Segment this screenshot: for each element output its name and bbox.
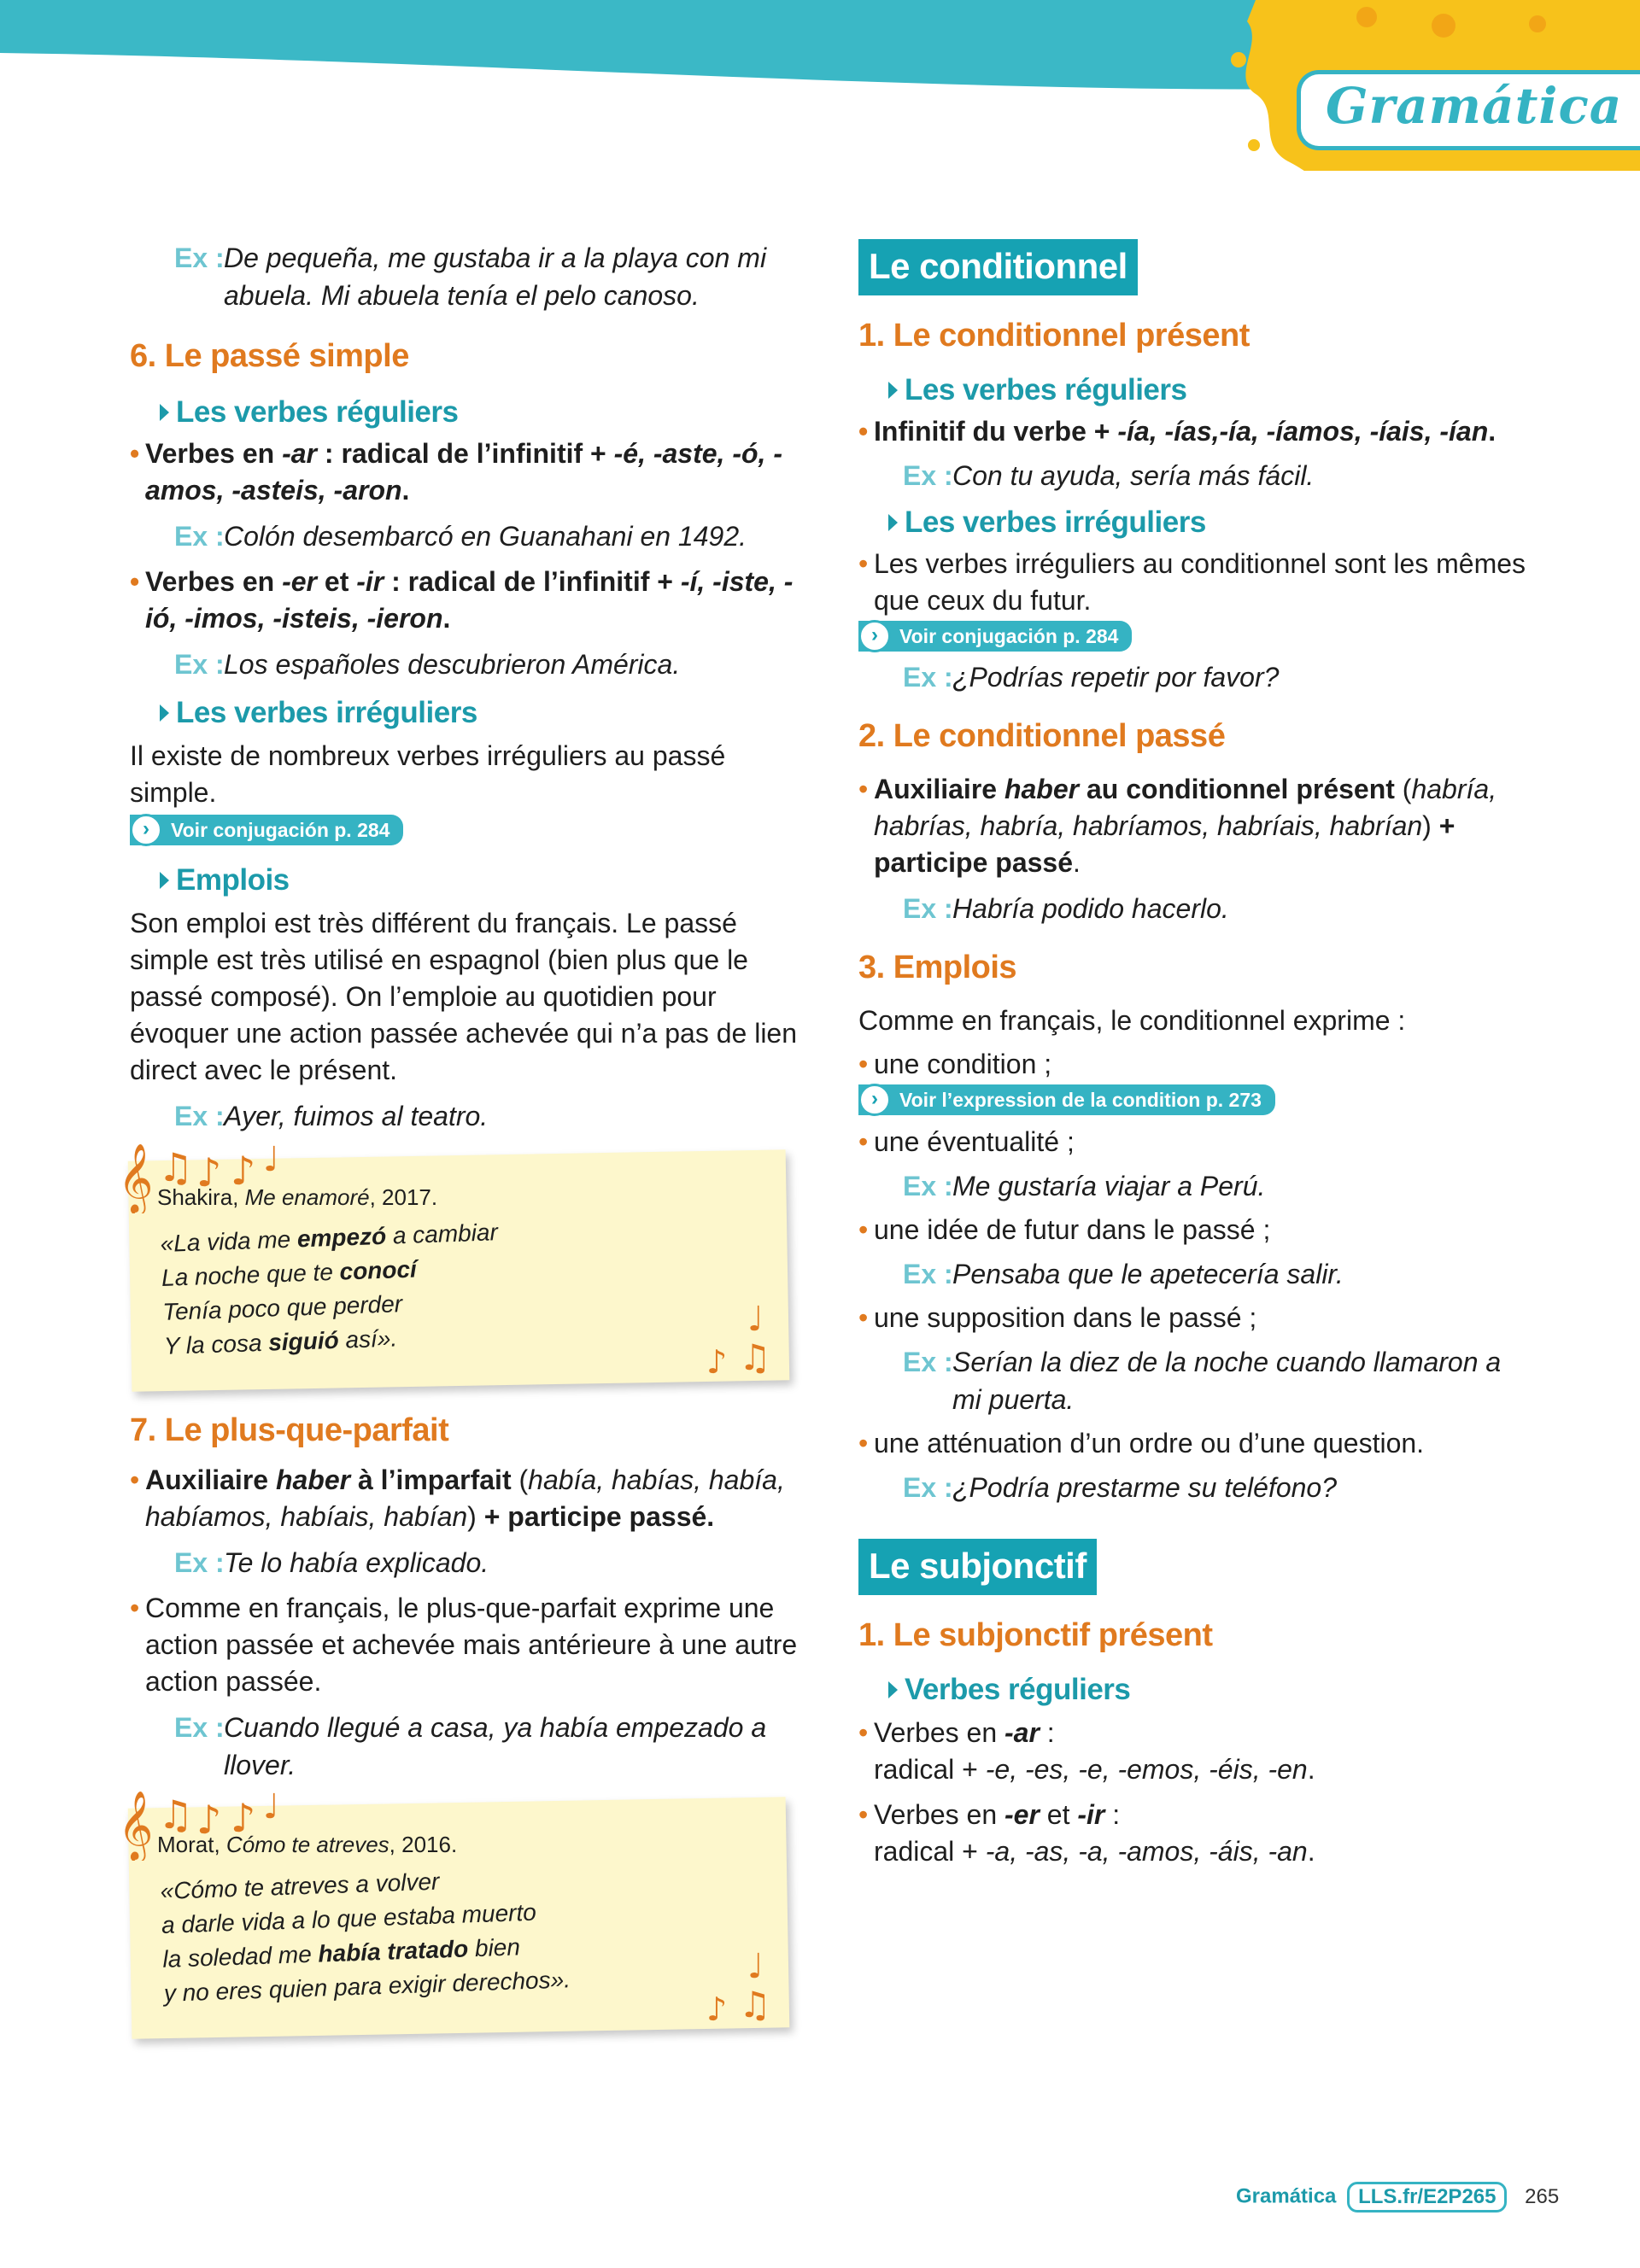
paragraph: Il existe de nombreux verbes irréguliers au passé simple.	[130, 740, 726, 808]
section-badge-title: Gramática	[1326, 77, 1623, 135]
chevron-right-icon: ›	[130, 814, 162, 846]
svg-text:𝄞: 𝄞	[118, 1143, 154, 1213]
subheading: Emplois	[130, 861, 805, 900]
bullet-item: • Auxiliaire haber au conditionnel présent (habría, habrías, habría, habríamos, habríais, habrían) + participe passé.	[858, 771, 1533, 881]
svg-text:♫: ♫	[739, 1336, 771, 1378]
subheading: Les verbes réguliers	[858, 371, 1533, 410]
section-heading: 1. Le subjonctif présent	[858, 1617, 1213, 1653]
bullet-item: • Infinitif du verbe + -ía, -ías,-ía, -íamos, -íais, -ían.	[858, 413, 1533, 450]
svg-text:♪: ♪	[231, 1795, 256, 1841]
example: Ex : Habría podido hacerlo.	[903, 893, 1229, 924]
lyrics-note	[118, 1787, 783, 2032]
subheading: Les verbes réguliers	[130, 393, 805, 432]
svg-text:♩: ♩	[263, 1140, 279, 1179]
triangle-icon	[160, 872, 169, 889]
subheading: Les verbes irréguliers	[858, 503, 1533, 542]
lyrics-note	[118, 1140, 783, 1385]
section-heading: 7. Le plus-que-parfait	[130, 1412, 449, 1448]
svg-text:♪: ♪	[706, 1343, 728, 1381]
paragraph: Comme en français, le conditionnel exprime :	[858, 1005, 1406, 1036]
triangle-icon	[160, 404, 169, 421]
svg-text:♩: ♩	[747, 1300, 764, 1339]
song-credit: Shakira, Me enamoré, 2017.	[157, 1184, 438, 1210]
link-row	[130, 815, 805, 845]
triangle-icon	[160, 704, 169, 722]
music-notes-icon	[706, 1935, 783, 2029]
right-column	[858, 239, 1533, 1870]
music-notes-icon	[706, 1288, 783, 1382]
example: Ex : ¿Podrías repetir por favor?	[903, 662, 1280, 693]
bullet-item: • Verbes en -er et -ir : radical + -a, -as, -a, -amos, -áis, -an.	[858, 1797, 1533, 1870]
chapter-title-box: Le conditionnel	[858, 239, 1138, 295]
bullet-item: • Auxiliaire haber à l’imparfait (había, habías, había, habíamos, habíais, habían) + participe passé.	[130, 1462, 805, 1535]
section-heading: 2. Le conditionnel passé	[858, 718, 1226, 754]
svg-text:♪: ♪	[196, 1797, 222, 1843]
svg-text:♩: ♩	[263, 1787, 279, 1827]
svg-text:♪: ♪	[196, 1149, 222, 1195]
svg-text:♫: ♫	[158, 1144, 194, 1190]
conjugation-link[interactable]: › Voir conjugación p. 284	[858, 621, 1132, 652]
chevron-right-icon: ›	[858, 1084, 891, 1116]
conjugation-link[interactable]: › Voir conjugación p. 284	[130, 815, 403, 845]
bullet-item: • une idée de futur dans le passé ;	[858, 1212, 1533, 1248]
triangle-icon	[888, 1681, 898, 1698]
example: Ex : Con tu ayuda, sería más fácil.	[903, 460, 1315, 491]
bullet-item: • une condition ;	[858, 1046, 1533, 1083]
example: Ex : Me gustaría viajar a Perú.	[903, 1171, 1266, 1201]
song-lyrics: «La vida me empezó a cambiar La noche que te conocí Tenía poco que perder Y la cosa siguió así».	[160, 1219, 499, 1359]
svg-text:𝄞: 𝄞	[118, 1790, 154, 1860]
song-credit: Morat, Cómo te atreves, 2016.	[157, 1832, 458, 1857]
svg-text:♪: ♪	[231, 1148, 256, 1194]
bullet-item: • une atténuation d’un ordre ou d’une question.	[858, 1425, 1533, 1462]
song-lyrics: «Cómo te atreves a volver a darle vida a lo que estaba muerto la soledad me había tratado bien y no eres quien para exigir derechos».	[160, 1868, 571, 2007]
section-heading: 3. Emplois	[858, 950, 1017, 985]
svg-text:♫: ♫	[739, 1984, 771, 2025]
section-heading: 6. Le passé simple	[130, 338, 409, 374]
example: Ex : Te lo había explicado.	[174, 1547, 489, 1578]
footer-link-code[interactable]: LLS.fr/E2P265	[1347, 2182, 1507, 2212]
svg-text:♩: ♩	[747, 1947, 764, 1986]
bullet-item: • Les verbes irréguliers au conditionnel sont les mêmes que ceux du futur.	[858, 546, 1533, 619]
left-column	[118, 239, 805, 2032]
svg-text:♫: ♫	[158, 1792, 194, 1838]
link-row	[858, 1084, 1533, 1115]
example: Ex : De pequeña, me gustaba ir a la playa con mi abuela. Mi abuela tenía el pelo canoso.	[174, 239, 805, 314]
example-label: Ex :	[174, 243, 225, 273]
bullet-item: • Verbes en -er et -ir : radical de l’infinitif + -í, -iste, -ió, -imos, -isteis, -ieron.	[130, 564, 805, 637]
example: Ex : Ayer, fuimos al teatro.	[174, 1101, 489, 1131]
bullet-item: • une supposition dans le passé ;	[858, 1300, 1533, 1336]
condition-link[interactable]: › Voir l’expression de la condition p. 273	[858, 1084, 1275, 1115]
bullet-item: • Verbes en -ar : radical de l’infinitif + -é, -aste, -ó, -amos, -asteis, -aron.	[130, 435, 805, 509]
chapter-title-box: Le subjonctif	[858, 1539, 1097, 1595]
triangle-icon	[888, 514, 898, 531]
section-heading: 1. Le conditionnel présent	[858, 318, 1250, 354]
page-number: 265	[1525, 2184, 1560, 2208]
example: Ex : Serían la diez de la noche cuando llamaron a mi puerta.	[903, 1347, 1502, 1415]
svg-text:♪: ♪	[706, 1990, 728, 2028]
subheading: Les verbes irréguliers	[130, 693, 805, 733]
chevron-right-icon: ›	[858, 620, 891, 652]
example: Ex : Los españoles descubrieron América.	[174, 649, 681, 680]
footer-label: Gramática	[1236, 2184, 1337, 2208]
example: Ex : Cuando llegué a casa, ya había empezado a llover.	[174, 1712, 767, 1780]
subheading: Verbes réguliers	[858, 1670, 1533, 1710]
example: Ex : Pensaba que le apetecería salir.	[903, 1259, 1344, 1289]
example: Ex : Colón desembarcó en Guanahani en 1492.	[174, 521, 747, 552]
link-row	[858, 621, 1533, 652]
bullet-item: • une éventualité ;	[858, 1124, 1533, 1160]
bullet-item: • Verbes en -ar : radical + -e, -es, -e, -emos, -éis, -en.	[858, 1715, 1533, 1788]
bullet-item: • Comme en français, le plus-que-parfait exprime une action passée et achevée mais antérieure à une autre action passée.	[130, 1590, 805, 1700]
example: Ex : ¿Podría prestarme su teléfono?	[903, 1472, 1338, 1503]
page-footer	[1236, 2181, 1559, 2215]
triangle-icon	[888, 382, 898, 399]
paragraph: Son emploi est très différent du français. Le passé simple est très utilisé en espagnol (bien plus que le passé composé). On l’emploie au quotidien pour évoquer une action passée achevée qui n’a pas de lien direct avec le présent.	[130, 908, 798, 1085]
